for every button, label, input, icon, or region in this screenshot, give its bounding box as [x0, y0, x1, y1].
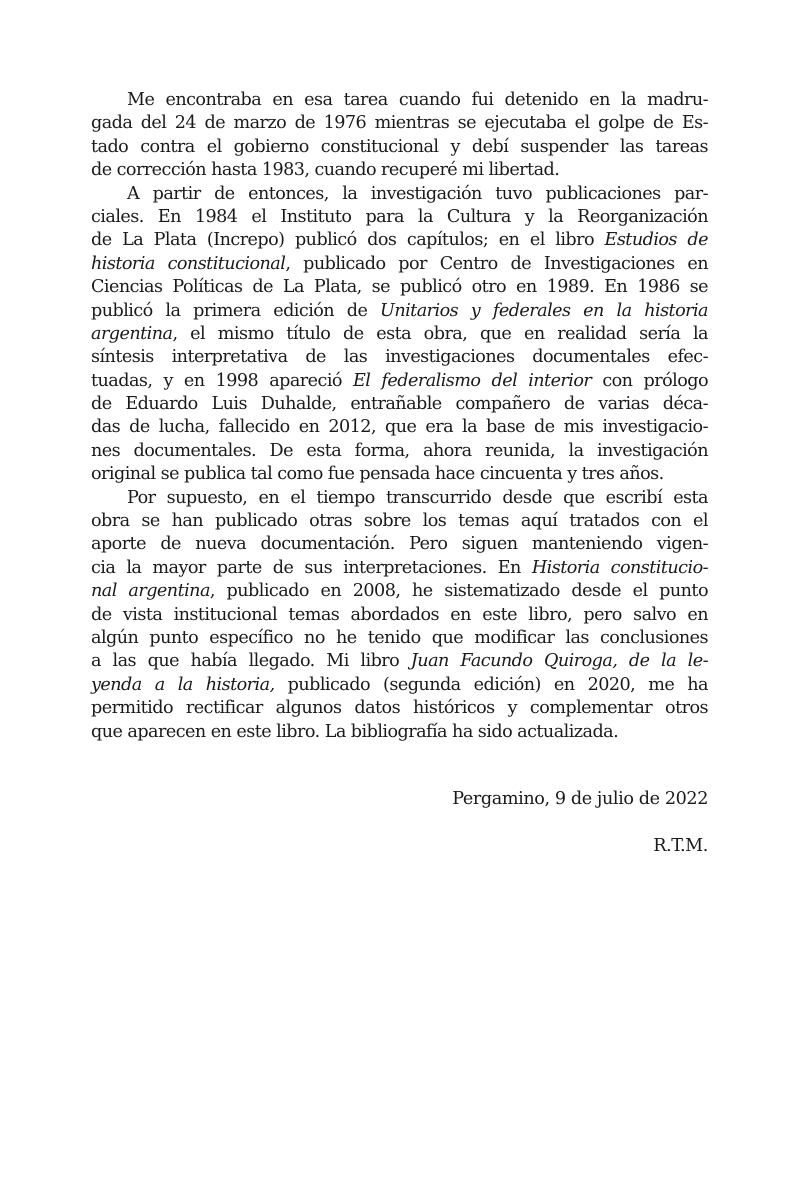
- text-run: nes documentales. De esta forma, ahora reunida, la investigación: [91, 440, 708, 461]
- italic-title: historia constitucional: [91, 253, 286, 274]
- text-run: de Eduardo Luis Duhalde, entrañable compañero de varias déca-: [91, 394, 708, 415]
- text-run: tado contra el gobierno constitucional y debí suspender las tareas: [91, 136, 708, 157]
- text-line: [91, 253, 708, 276]
- text-run: síntesis interpretativa de las investigaciones documentales efec-: [91, 347, 708, 368]
- text-line: [91, 229, 708, 252]
- text-line: [91, 627, 708, 650]
- text-run: que aparecen en este libro. La bibliografía ha sido actualizada.: [91, 721, 619, 742]
- text-line: [91, 580, 708, 603]
- text-run: algún punto específico no he tenido que modificar las conclusiones: [91, 627, 708, 648]
- text-line: [91, 416, 708, 439]
- italic-title: yenda a la historia,: [91, 674, 275, 695]
- text-line: [91, 136, 708, 159]
- text-run: permitido rectificar algunos datos históricos y complementar otros: [91, 698, 708, 719]
- text-line: [91, 440, 708, 463]
- text-run: das de lucha, fallecido en 2012, que era la base de mis investigacio-: [91, 417, 708, 438]
- text-line: [91, 393, 708, 416]
- text-run: aporte de nueva documentación. Pero siguen manteniendo vigen-: [91, 534, 708, 555]
- text-run: de vista institucional temas abordados en este libro, pero salvo en: [91, 604, 708, 625]
- text-line: [91, 533, 708, 556]
- text-run: tuadas, y en 1998 apareció: [91, 370, 354, 391]
- paragraph: [91, 487, 708, 744]
- text-run: Me encontraba en esa tarea cuando fui detenido en la madru-: [127, 90, 708, 110]
- text-run: a las que había llegado. Mi libro: [91, 651, 411, 672]
- text-run: cia la mayor parte de sus interpretaciones. En: [91, 557, 532, 578]
- text-line: [91, 346, 708, 369]
- text-line: [91, 370, 708, 393]
- text-line: [91, 300, 708, 323]
- place-date: Pergamino, 9 de julio de 2022: [452, 789, 708, 809]
- italic-title: nal argentina: [91, 581, 210, 602]
- text-run: gada del 24 de marzo de 1976 mientras se ejecutaba el golpe de Es-: [91, 113, 708, 134]
- text-run: A partir de entonces, la investigación tuvo publicaciones par-: [127, 183, 708, 204]
- body-text: [91, 89, 708, 744]
- text-run: , publicado por Centro de Investigaciones en: [285, 253, 709, 274]
- text-run: publicó la primera edición de: [91, 300, 381, 321]
- text-run: publicado (segunda edición) en 2020, me ha: [274, 674, 708, 695]
- text-line: [91, 557, 708, 580]
- text-line: [91, 463, 708, 486]
- italic-title: argentina: [91, 323, 173, 344]
- text-run: obra se han publicado otras sobre los temas aquí tratados con el: [91, 511, 708, 532]
- text-line: [91, 89, 708, 112]
- text-run: Ciencias Políticas de La Plata, se publicó otro en 1989. En 1986 se: [91, 277, 708, 298]
- text-line: [91, 510, 708, 533]
- text-line: [91, 697, 708, 720]
- text-run: con prólogo: [591, 370, 708, 391]
- text-line: [91, 604, 708, 627]
- text-run: ciales. En 1984 el Instituto para la Cultura y la Reorganización: [91, 206, 708, 227]
- text-run: original se publica tal como fue pensada hace cincuenta y tres años.: [91, 464, 664, 485]
- italic-title: Estudios de: [604, 230, 708, 251]
- text-run: Por supuesto, en el tiempo transcurrido desde que escribí esta: [127, 487, 708, 508]
- text-line: [91, 183, 708, 206]
- italic-title: Juan Facundo Quiroga, de la le-: [410, 651, 708, 672]
- italic-title: Historia constitucio-: [531, 557, 709, 578]
- text-run: de corrección hasta 1983, cuando recuperé mi libertad.: [91, 160, 560, 181]
- text-line: [91, 112, 708, 135]
- text-line: [91, 721, 708, 744]
- author-initials: R.T.M.: [653, 836, 708, 856]
- text-run: , el mismo título de esta obra, que en realidad sería la: [172, 323, 708, 344]
- italic-title: Unitarios y federales en la historia: [380, 300, 708, 321]
- text-run: de La Plata (Increpo) publicó dos capítulos; en el libro: [91, 230, 605, 251]
- text-line: [91, 276, 708, 299]
- text-line: [91, 159, 708, 182]
- paragraph: [91, 89, 708, 183]
- text-line: [91, 206, 708, 229]
- text-line: [91, 650, 708, 673]
- italic-title: El federalismo del interior: [353, 370, 592, 391]
- text-line: [91, 323, 708, 346]
- paragraph: [91, 183, 708, 487]
- text-run: , publicado en 2008, he sistematizado desde el punto: [209, 581, 708, 602]
- text-line: [91, 674, 708, 697]
- text-line: [91, 487, 708, 510]
